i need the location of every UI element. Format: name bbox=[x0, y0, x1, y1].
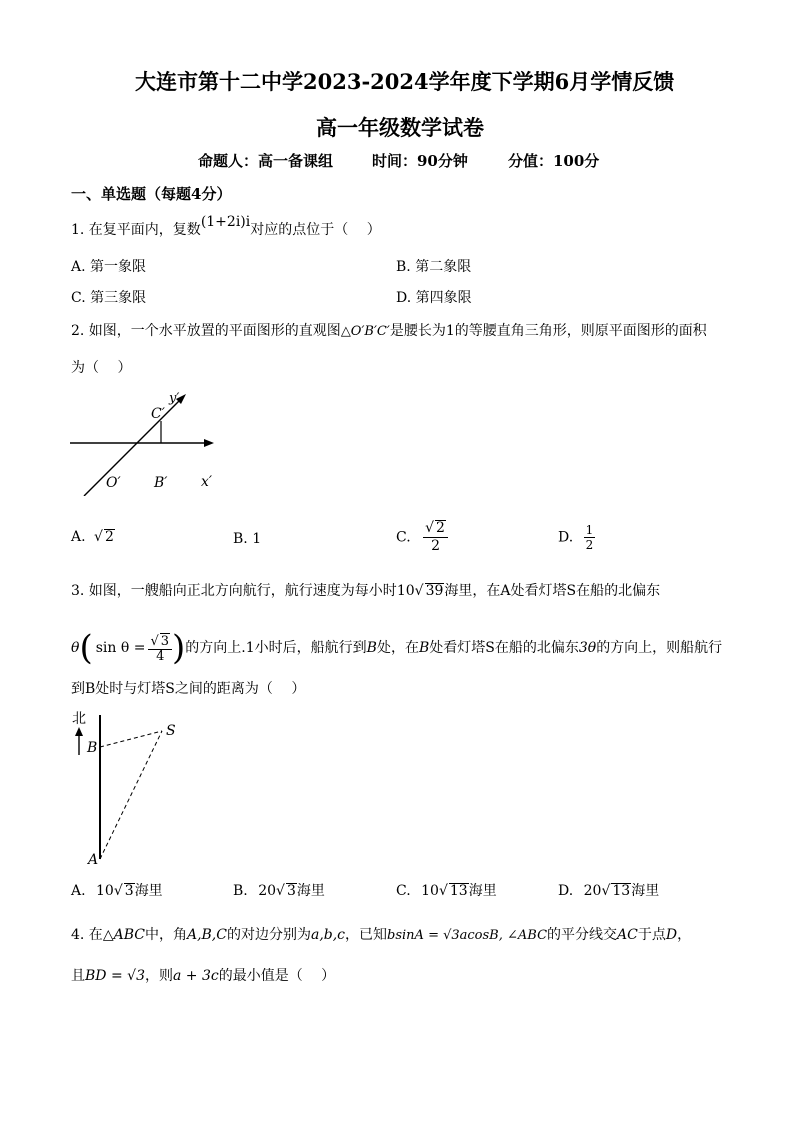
q2-text-pre: 2. 如图，一个水平放置的平面图形的直观图 bbox=[71, 323, 341, 339]
q3-label-s: S bbox=[166, 723, 176, 739]
q3-option-d-coef: 20 bbox=[583, 883, 602, 899]
q3-line2-mid2: 处，在 bbox=[376, 640, 419, 656]
q4-expr: a + 3c bbox=[172, 968, 219, 984]
q3-line2: θ ( sin θ = $\frac{√ 3}{4}$ ) 的方向上.1小时后，船航行到 B 处，在 B 处看灯塔S在船的北偏东 3θ 的方向上，则船航行 bbox=[71, 628, 723, 668]
q3-line2-mid3: 处看灯塔S在船的北偏东 bbox=[429, 640, 579, 656]
q3-option-b-label: B. bbox=[233, 883, 248, 899]
q3-option-a-label: A. bbox=[71, 883, 86, 899]
q1-option-a[interactable]: A. 第一象限 bbox=[71, 259, 147, 275]
q2-option-d-num: 1 bbox=[585, 523, 594, 537]
exam-title: 大连市第十二中学2023-2024学年度下学期6月学情反馈 bbox=[135, 69, 675, 94]
q3-option-c-rad: 13 bbox=[449, 883, 468, 899]
q1-option-c[interactable]: C. 第三象限 bbox=[71, 290, 147, 306]
q2-option-c-den: 2 bbox=[431, 538, 440, 554]
section-heading: 一、单选题（每题4分） bbox=[71, 185, 232, 203]
q3-line3: 到B处时与灯塔S之间的距离为（ ） bbox=[71, 681, 306, 697]
q3-north-arrowhead bbox=[75, 727, 83, 736]
q1-text-pre: 1. 在复平面内，复数 bbox=[71, 222, 201, 238]
q4-line2-pre: 且 bbox=[71, 968, 85, 984]
q3-option-d-unit: 海里 bbox=[631, 883, 660, 899]
q2-option-a[interactable]: A. √ 2 bbox=[71, 529, 114, 545]
q2-option-a-label: A. bbox=[71, 529, 86, 545]
q3-option-c-unit: 海里 bbox=[468, 883, 497, 899]
q2-option-d-den: 2 bbox=[585, 538, 594, 552]
q3-north-label: 北 bbox=[72, 711, 86, 727]
q4-line1-mid4: 的平分线交 bbox=[547, 927, 618, 943]
q3-b-letter-2: B bbox=[418, 640, 430, 656]
q3-line1-post: 海里，在A处看灯塔S在船的北偏东 bbox=[444, 583, 661, 599]
exam-info-score: 分值：100分 bbox=[508, 152, 600, 170]
q2-label-x: x′ bbox=[201, 474, 213, 490]
q3-option-c-coef: 10 bbox=[421, 883, 439, 899]
q3-option-a[interactable]: A. 10√ 3海里 bbox=[71, 883, 163, 899]
q1-text-post: 对应的点位于（ ） bbox=[250, 222, 381, 238]
q3-label-b: B bbox=[87, 740, 98, 756]
q3-option-c-label: C. bbox=[396, 883, 411, 899]
exam-info-author: 命题人：高一备课组 bbox=[198, 152, 334, 170]
q3-option-b-rad: 3 bbox=[286, 883, 296, 899]
q3-figure bbox=[68, 707, 188, 867]
q2-option-a-value: 2 bbox=[104, 529, 114, 545]
q4-line1-post: 于点 bbox=[637, 927, 666, 943]
q2-option-b[interactable]: B. 1 bbox=[233, 531, 262, 547]
q2-option-c[interactable]: C. $\frac{√ 2}{2}$ bbox=[396, 520, 448, 555]
q3-speed-coef: 10 bbox=[396, 583, 415, 599]
q3-line2-post: 的方向上，则船航行 bbox=[596, 640, 723, 656]
q3-option-d-label: D. bbox=[558, 883, 574, 899]
q3-segment-as bbox=[100, 731, 162, 859]
q2-label-o: O′ bbox=[106, 475, 121, 491]
q3-line2-mid: 的方向上.1小时后，船航行到 bbox=[185, 640, 367, 656]
q3-option-a-coef: 10 bbox=[96, 883, 114, 899]
q4-line1-pre: 4. 在 bbox=[71, 927, 103, 943]
q3-three-theta: 3θ bbox=[578, 640, 597, 656]
q2-label-b: B′ bbox=[154, 475, 168, 491]
question-2 bbox=[71, 321, 707, 342]
exam-info-time: 时间：90分钟 bbox=[372, 152, 468, 170]
q4-line1-end: ， bbox=[677, 927, 692, 943]
q2-triangle: △O′B′C′ bbox=[340, 324, 390, 339]
q4-triangle: △ABC bbox=[102, 927, 145, 943]
q2-label-c: C′ bbox=[151, 406, 165, 422]
q4-ac: AC bbox=[617, 927, 638, 943]
q2-text-post: 是腰长为1的等腰直角三角形，则原平面图形的面积 bbox=[389, 323, 707, 339]
q1-expression: (1+2i)i bbox=[200, 214, 251, 230]
q1-option-b[interactable]: B. 第二象限 bbox=[396, 259, 472, 275]
q3-line1-pre: 3. 如图，一艘船向正北方向航行，航行速度为每小时 bbox=[71, 583, 397, 599]
q2-text-line2: 为（ ） bbox=[71, 360, 132, 376]
q2-option-c-label: C. bbox=[396, 529, 411, 546]
q3-theta: θ bbox=[71, 640, 80, 656]
q3-option-c[interactable]: C. 10√ 13海里 bbox=[396, 883, 497, 899]
q4-line2-mid: ，则 bbox=[144, 968, 173, 984]
q2-label-y: y′ bbox=[169, 391, 180, 406]
q3-frac-den: 4 bbox=[156, 648, 165, 664]
q2-figure bbox=[68, 386, 228, 496]
q1-option-d[interactable]: D. 第四象限 bbox=[396, 290, 472, 306]
q4-d: D bbox=[665, 927, 678, 943]
q3-option-d-rad: 13 bbox=[612, 883, 631, 899]
question-1 bbox=[71, 214, 381, 240]
q4-line1-mid3: ，已知 bbox=[345, 927, 388, 943]
q4-line2 bbox=[71, 966, 335, 986]
q3-option-d[interactable]: D. 20√ 13海里 bbox=[558, 883, 660, 899]
q4-bd: BD = √3 bbox=[85, 968, 145, 984]
q3-option-a-rad: 3 bbox=[124, 883, 134, 899]
q4-equation: bsinA = √3acosB, ∠ABC bbox=[387, 928, 548, 943]
q3-speed-rad: 39 bbox=[425, 583, 444, 599]
q3-segment-bs bbox=[100, 731, 162, 747]
q4-line1-mid: 中，角 bbox=[144, 927, 187, 943]
q2-option-c-num: 2 bbox=[436, 520, 445, 536]
q2-option-d[interactable] bbox=[558, 523, 595, 552]
question-4 bbox=[71, 925, 691, 946]
q4-line2-post: 的最小值是（ ） bbox=[218, 968, 336, 984]
q4-line1-mid2: 的对边分别为 bbox=[226, 927, 311, 943]
q3-label-a: A bbox=[88, 852, 99, 867]
q3-b-letter-1: B bbox=[366, 640, 377, 656]
q2-option-d-label: D. bbox=[558, 529, 574, 546]
q3-sin-text: sin θ = bbox=[95, 640, 146, 656]
q3-option-a-unit: 海里 bbox=[134, 883, 163, 899]
q2-x-arrow bbox=[204, 439, 214, 447]
question-3: 3. 如图，一艘船向正北方向航行，航行速度为每小时10√ 39海里，在A处看灯塔S在船的北偏东 bbox=[71, 583, 661, 599]
q3-frac-num: 3 bbox=[160, 633, 170, 649]
q4-sides: a,b,c bbox=[310, 927, 346, 943]
q3-option-b-unit: 海里 bbox=[296, 883, 325, 899]
q3-option-b-coef: 20 bbox=[258, 883, 277, 899]
exam-subtitle: 高一年级数学试卷 bbox=[316, 115, 484, 140]
q4-angles: A,B,C bbox=[186, 927, 227, 943]
q3-option-b[interactable]: B. 20√ 3海里 bbox=[233, 883, 325, 899]
